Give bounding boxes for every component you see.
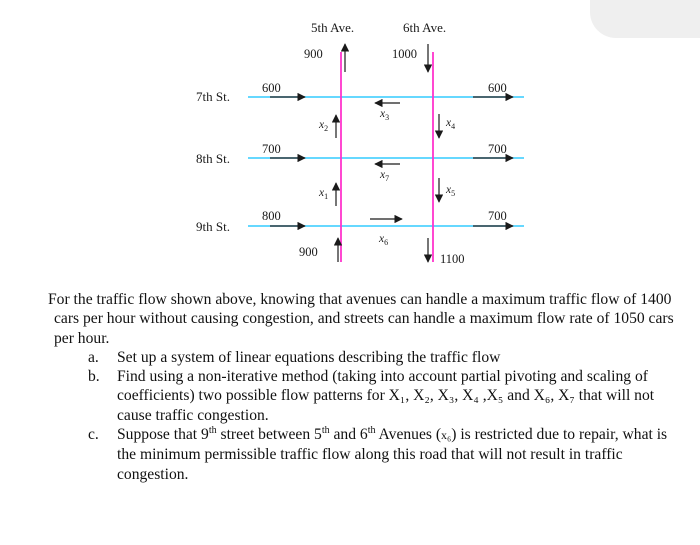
avenue-label-5th: 5th Ave. bbox=[311, 20, 355, 35]
part-marker: c. bbox=[88, 426, 99, 444]
flow-ninth-left: 800 bbox=[262, 209, 281, 223]
part-text-after: ) is restricted due to repair, what is the minimum permissible traffic flow along this road that will not result in traffic congestion. bbox=[117, 426, 668, 483]
flow-sixth-top: 1000 bbox=[392, 47, 417, 61]
ordinal-suffix: th bbox=[321, 424, 330, 436]
flow-seventh-right: 600 bbox=[488, 81, 507, 95]
variable-x2: x2 bbox=[319, 119, 329, 133]
variable-label: x₆ bbox=[441, 428, 452, 443]
flow-fifth-top: 900 bbox=[304, 47, 323, 61]
ordinal-suffix: th bbox=[367, 424, 376, 436]
variable-x7: x7 bbox=[380, 169, 390, 183]
problem-parts bbox=[48, 348, 678, 484]
variable-x4: x4 bbox=[446, 117, 456, 131]
variable-x5: x5 bbox=[446, 184, 456, 198]
flow-ninth-right: 700 bbox=[488, 209, 507, 223]
part-text: Set up a system of linear equations describing the traffic flow bbox=[117, 348, 501, 366]
flow-seventh-left: 600 bbox=[262, 81, 281, 95]
street-label-8th: 8th St. bbox=[196, 151, 230, 166]
flow-eighth-left: 700 bbox=[262, 142, 281, 156]
flow-sixth-bottom: 1100 bbox=[440, 252, 465, 266]
part-text-before: Suppose that 9 bbox=[117, 426, 209, 444]
variable-x6: x6 bbox=[379, 233, 389, 247]
ordinal-suffix: th bbox=[208, 424, 217, 436]
part-marker: b. bbox=[88, 368, 100, 386]
part-text-mid3: Avenues ( bbox=[375, 426, 442, 444]
part-marker: a. bbox=[88, 348, 99, 366]
problem-part-c bbox=[48, 425, 678, 484]
problem-part-b bbox=[48, 367, 678, 425]
variable-x1: x1 bbox=[319, 187, 329, 201]
problem-intro: For the traffic flow shown above, knowing that avenues can handle a maximum traffic flow of 1400 cars per hour without causing congestion, and streets can handle a maximum flow rate of 1050 cars per hour. bbox=[48, 291, 674, 347]
problem-part-a bbox=[48, 348, 678, 367]
part-text-mid1: street between 5 bbox=[216, 426, 322, 444]
part-text: Find using a non-iterative method (taking into account partial pivoting and scaling of coefficients) two possible flow patterns for X₁, X₂, X₃, X₄ ,X₅ and X₆, X₇ that will not cause traffic congestion. bbox=[117, 368, 655, 424]
street-label-9th: 9th St. bbox=[196, 219, 230, 234]
avenue-label-6th: 6th Ave. bbox=[403, 20, 447, 35]
problem-statement bbox=[48, 290, 678, 484]
variable-x3: x3 bbox=[380, 108, 390, 122]
part-text-mid2: and 6 bbox=[329, 426, 368, 444]
flow-eighth-right: 700 bbox=[488, 142, 507, 156]
avenue-lines bbox=[341, 52, 433, 262]
flow-fifth-bottom: 900 bbox=[299, 245, 318, 259]
street-label-7th: 7th St. bbox=[196, 89, 230, 104]
flow-arrows bbox=[270, 44, 513, 262]
